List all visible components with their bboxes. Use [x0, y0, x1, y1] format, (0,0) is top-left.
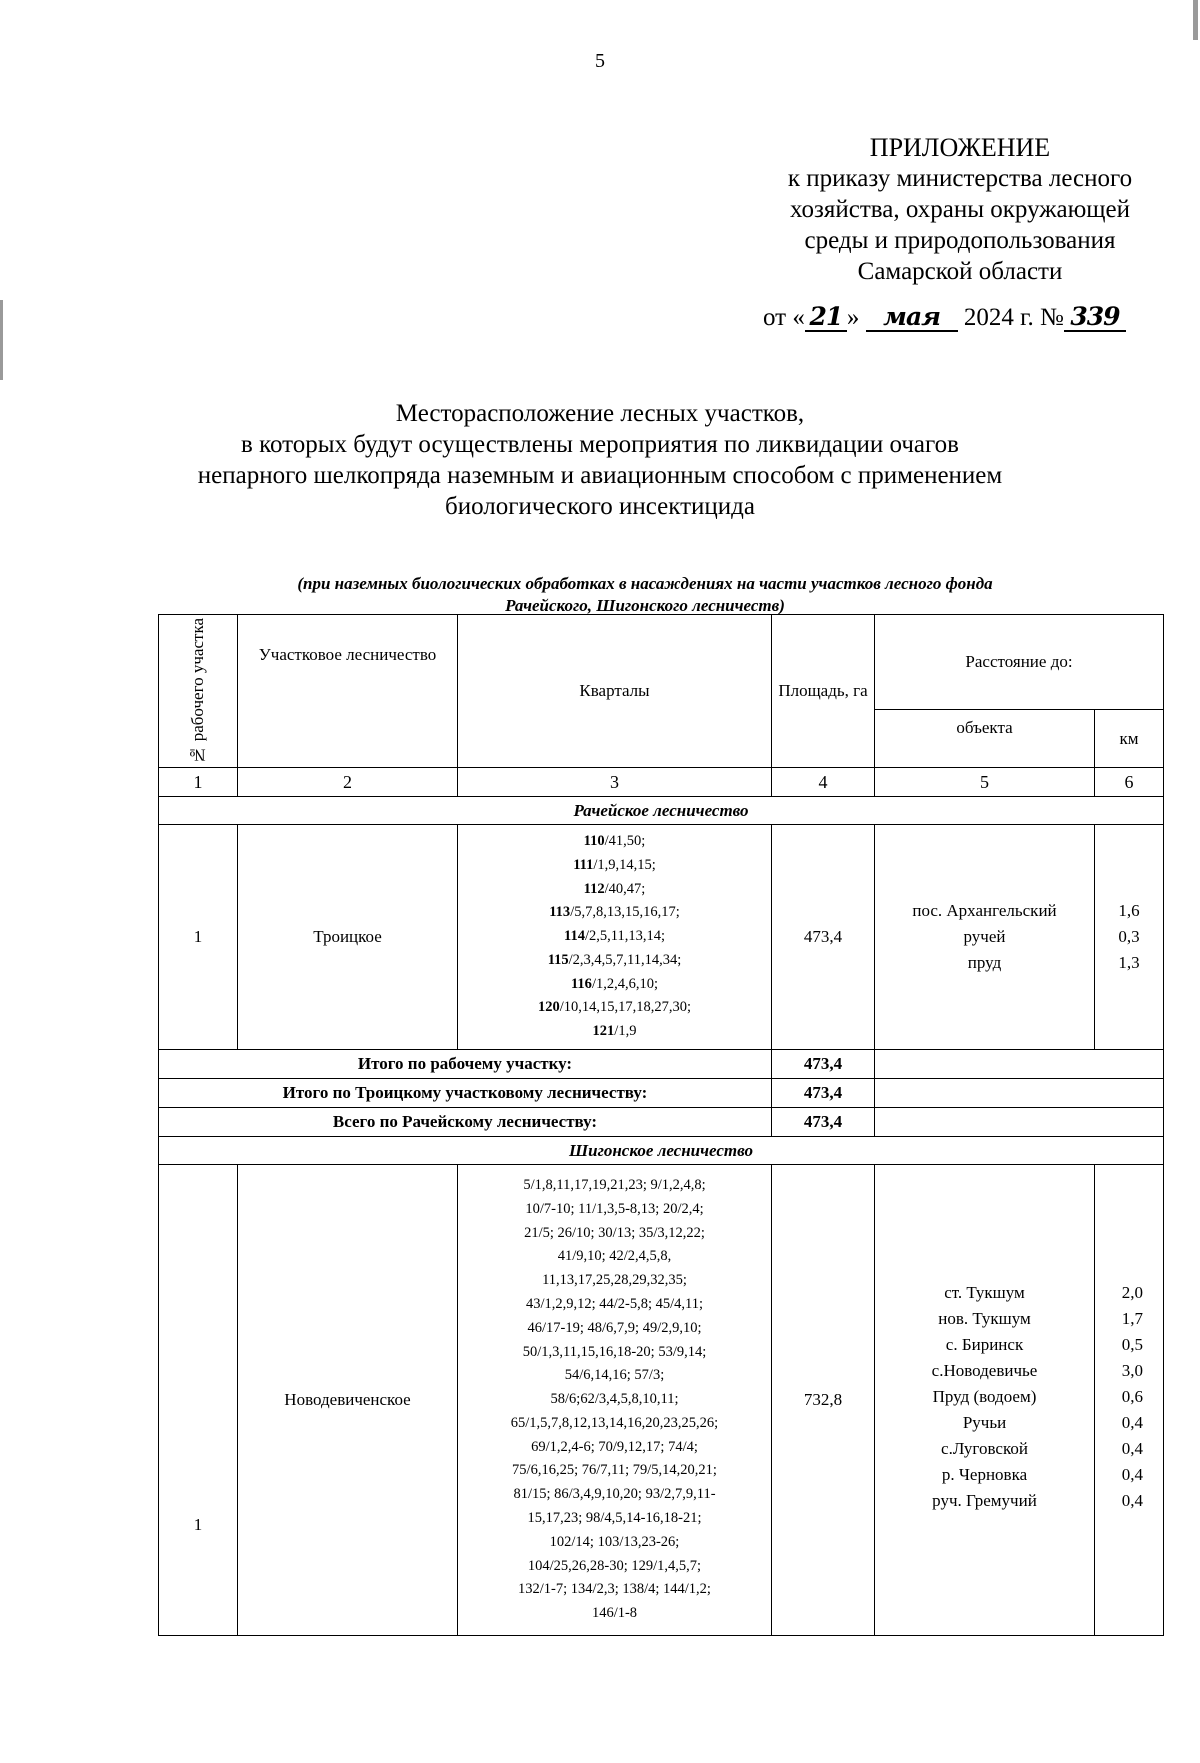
quarter-line: 21/5; 26/10; 30/13; 35/3,12,22; — [524, 1224, 705, 1241]
title-line: непарного шелкопряда наземным и авиационным способом с применением — [197, 462, 1003, 489]
km-value: 0,3 — [1118, 927, 1140, 946]
header-object: объекта — [875, 710, 1095, 768]
district-name: Новодевиченское — [238, 1165, 458, 1636]
quarter-line: 54/6,14,16; 57/3; — [564, 1367, 665, 1384]
object-name: Ручьи — [962, 1413, 1007, 1432]
quarter-line: 5/1,8,11,17,19,21,23; 9/1,2,4,8; — [523, 1176, 706, 1193]
object-name: с.Луговской — [941, 1439, 1028, 1458]
district-name: Троицкое — [238, 825, 458, 1050]
quarter-line: 15,17,23; 98/4,5,14-16,18-21; — [527, 1510, 702, 1527]
quarter-line: 102/14; 103/13,23-26; — [549, 1533, 680, 1550]
note-line: (при наземных биологических обработках в насаждениях на части участков лесного фонда — [297, 574, 993, 593]
header-distance: Расстояние до: — [875, 615, 1164, 710]
object-name: ручей — [963, 927, 1006, 946]
column-number: 5 — [875, 768, 1095, 797]
appendix-line: хозяйства, охраны окружающей — [789, 196, 1131, 223]
km-value: 0,6 — [1121, 1387, 1143, 1406]
quarter-line: 46/17-19; 48/6,7,9; 49/2,9,10; — [527, 1319, 702, 1336]
column-number: 1 — [159, 768, 238, 797]
column-number: 2 — [238, 768, 458, 797]
total-value: 473,4 — [772, 1079, 875, 1108]
total-empty — [875, 1050, 1164, 1079]
appendix-line: среды и природопользования — [804, 227, 1116, 254]
table-row — [159, 825, 1164, 1050]
order-middle: » — [846, 304, 860, 331]
header-district: Участковое лесничество — [238, 615, 458, 768]
quarter-line: 75/6,16,25; 76/7,11; 79/5,14,20,21; — [512, 1462, 717, 1479]
km-value: 0,4 — [1121, 1413, 1143, 1432]
object-name: с.Новодевичье — [931, 1361, 1038, 1380]
total-value: 473,4 — [772, 1108, 875, 1137]
quarter-line: 104/25,26,28-30; 129/1,4,5,7; — [527, 1557, 702, 1574]
scan-edge-mark — [1193, 0, 1198, 40]
km-value: 0,4 — [1121, 1439, 1143, 1458]
km-value: 0,4 — [1121, 1465, 1143, 1484]
km-value: 0,5 — [1121, 1335, 1143, 1354]
table-header-row — [159, 615, 1164, 710]
quarters-cell — [458, 1165, 772, 1636]
section-row — [159, 1137, 1164, 1165]
column-number: 3 — [458, 768, 772, 797]
quarter-line: 50/1,3,11,15,16,18-20; 53/9,14; — [522, 1343, 707, 1360]
total-row — [159, 1079, 1164, 1108]
quarter-line: 121/1,9 — [592, 1023, 637, 1040]
title-line: в которых будут осуществлены мероприятия по ликвидации очагов — [241, 431, 959, 458]
km-cell — [1095, 1165, 1164, 1636]
km-value: 0,4 — [1121, 1491, 1143, 1510]
total-empty — [875, 1108, 1164, 1137]
plot-number: 1 — [159, 825, 238, 1050]
order-month: мая — [866, 304, 958, 332]
quarter-line: 81/15; 86/3,4,9,10,20; 93/2,7,9,11- — [513, 1486, 716, 1503]
quarter-line: 112/40,47; — [583, 880, 646, 897]
quarter-line: 132/1-7; 134/2,3; 138/4; 144/1,2; — [518, 1581, 711, 1598]
column-number-row — [159, 768, 1164, 797]
quarter-line: 65/1,5,7,8,12,13,14,16,20,23,25,26; — [510, 1414, 719, 1431]
total-row — [159, 1050, 1164, 1079]
quarter-line: 114/2,5,11,13,14; — [564, 928, 665, 945]
header-area: Площадь, га — [772, 615, 875, 768]
quarter-line: 69/1,2,4-6; 70/9,12,17; 74/4; — [531, 1438, 698, 1455]
total-label: Итого по Троицкому участковому лесничеству: — [159, 1079, 772, 1108]
section-title: Шигонское лесничество — [159, 1137, 1164, 1165]
appendix-block — [770, 132, 1150, 287]
area-value: 473,4 — [772, 825, 875, 1050]
quarter-line: 41/9,10; 42/2,4,5,8, — [557, 1248, 672, 1265]
km-value: 1,3 — [1118, 953, 1140, 972]
total-label: Всего по Рачейскому лесничеству: — [159, 1108, 772, 1137]
object-name: пруд — [967, 953, 1002, 972]
column-number: 6 — [1095, 768, 1164, 797]
scan-edge-mark — [0, 300, 3, 380]
object-name: с. Биринск — [945, 1335, 1024, 1354]
km-value: 2,0 — [1121, 1283, 1143, 1302]
quarter-line: 43/1,2,9,12; 44/2-5,8; 45/4,11; — [525, 1295, 704, 1312]
order-prefix: от « — [763, 304, 805, 331]
scope-note — [170, 573, 1120, 617]
total-row — [159, 1108, 1164, 1137]
km-value: 1,7 — [1121, 1309, 1143, 1328]
object-name: Пруд (водоем) — [932, 1387, 1037, 1406]
appendix-line: к приказу министерства лесного — [787, 165, 1133, 192]
km-value: 1,6 — [1118, 901, 1140, 920]
section-row — [159, 797, 1164, 825]
quarter-line: 110/41,50; — [583, 832, 646, 849]
quarter-line: 113/5,7,8,13,15,16,17; — [549, 904, 680, 921]
header-km: км — [1095, 710, 1164, 768]
order-number: 339 — [1064, 304, 1126, 332]
document-title — [150, 398, 1050, 522]
title-line: биологического инсектицида — [445, 493, 755, 520]
quarter-line: 146/1-8 — [591, 1605, 638, 1622]
object-name: ст. Тукшум — [944, 1283, 1025, 1302]
order-day: 21 — [805, 304, 847, 332]
order-date-line — [763, 304, 1126, 332]
quarter-line: 11,13,17,25,28,29,32,35; — [542, 1272, 687, 1289]
object-name: руч. Гремучий — [932, 1491, 1037, 1510]
appendix-heading: ПРИЛОЖЕНИЕ — [869, 133, 1051, 162]
column-number: 4 — [772, 768, 875, 797]
page-number: 5 — [595, 50, 605, 72]
object-name: р. Черновка — [941, 1465, 1028, 1484]
title-line: Месторасположение лесных участков, — [395, 400, 805, 427]
quarter-line: 10/7-10; 11/1,3,5-8,13; 20/2,4; — [525, 1200, 704, 1217]
section-title: Рачейское лесничество — [159, 797, 1164, 825]
object-name: нов. Тукшум — [938, 1309, 1031, 1328]
object-name: пос. Архангельский — [912, 901, 1057, 920]
total-label: Итого по рабочему участку: — [159, 1050, 772, 1079]
note-line: Рачейского, Шигонского лесничеств) — [505, 596, 785, 615]
km-cell — [1095, 825, 1164, 1050]
quarter-line: 120/10,14,15,17,18,27,30; — [537, 999, 692, 1016]
objects-cell — [875, 825, 1095, 1050]
quarters-cell — [458, 825, 772, 1050]
quarter-line: 58/6;62/3,4,5,8,10,11; — [550, 1391, 679, 1408]
order-year: 2024 г. № — [963, 304, 1064, 331]
appendix-line: Самарской области — [857, 258, 1063, 285]
plot-number: 1 — [159, 1165, 238, 1636]
header-plot-no: № рабочего участка — [159, 615, 238, 768]
table-row — [159, 1165, 1164, 1636]
km-value: 3,0 — [1121, 1361, 1143, 1380]
header-quarters: Кварталы — [458, 615, 772, 768]
quarter-line: 111/1,9,14,15; — [573, 856, 656, 873]
total-empty — [875, 1079, 1164, 1108]
quarter-line: 116/1,2,4,6,10; — [570, 975, 658, 992]
total-value: 473,4 — [772, 1050, 875, 1079]
quarter-line: 115/2,3,4,5,7,11,14,34; — [547, 951, 682, 968]
area-value: 732,8 — [772, 1165, 875, 1636]
forest-plots-table — [158, 614, 1164, 1636]
objects-cell — [875, 1165, 1095, 1636]
